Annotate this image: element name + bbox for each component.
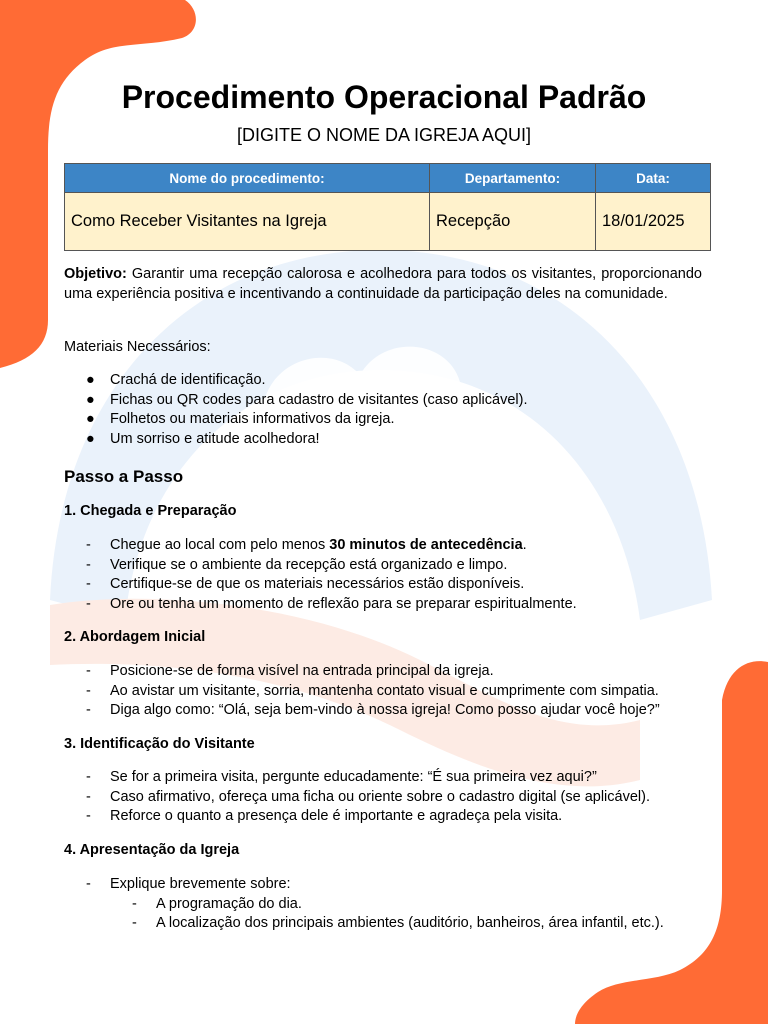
step-3-title: 3. Identificação do Visitante xyxy=(64,736,255,752)
list-item: - Reforce o quanto a presença dele é importante e agradeça pela visita. xyxy=(64,807,724,827)
header-department: Departamento: xyxy=(430,164,596,193)
list-item: - Caso afirmativo, ofereça uma ficha ou oriente sobre o cadastro digital (se aplicável). xyxy=(64,788,724,808)
procedure-info-table xyxy=(64,163,711,251)
list-item: - Se for a primeira visita, pergunte educadamente: “É sua primeira vez aqui?” xyxy=(64,768,724,788)
table-row xyxy=(65,193,711,251)
dash-marker: - xyxy=(86,576,91,592)
dash-marker: - xyxy=(86,682,91,699)
step-1-title: 1. Chegada e Preparação xyxy=(64,503,237,519)
steps-heading: Passo a Passo xyxy=(64,467,184,486)
materials-list xyxy=(64,371,704,449)
bullet-icon: ● xyxy=(86,430,95,447)
table-header-row xyxy=(65,164,711,193)
date-value: 18/01/2025 xyxy=(596,193,711,251)
list-item: ● Crachá de identificação. xyxy=(64,371,704,391)
step-2-list xyxy=(64,662,724,721)
objective-label: Objetivo: xyxy=(64,266,127,282)
list-item: ● Fichas ou QR codes para cadastro de visitantes (caso aplicável). xyxy=(64,391,704,411)
dash-marker: - xyxy=(86,663,91,679)
dash-marker: - xyxy=(86,537,91,553)
dash-marker: - xyxy=(86,702,91,718)
dash-marker: - xyxy=(86,808,91,824)
dash-marker: - xyxy=(86,876,91,892)
list-item: - Ore ou tenha um momento de reflexão para se preparar espiritualmente. xyxy=(64,595,724,615)
step-4-title: 4. Apresentação da Igreja xyxy=(64,842,240,858)
dash-marker: - xyxy=(86,556,91,573)
step-1-list xyxy=(64,536,724,614)
department-value: Recepção xyxy=(430,193,596,251)
objective-text: Garantir uma recepção calorosa e acolhedora para todos os visitantes, proporcionando uma experiência positiva e incentivando a continuidade da participação deles na comunidade. xyxy=(64,266,702,302)
procedure-name-value: Como Receber Visitantes na Igreja xyxy=(65,193,430,251)
bullet-icon: ● xyxy=(86,372,95,388)
bullet-icon: ● xyxy=(86,411,95,427)
list-item: - Certifique-se de que os materiais necessários estão disponíveis. xyxy=(64,575,724,595)
step-4-list xyxy=(64,875,724,934)
list-item: - Explique brevemente sobre: xyxy=(64,875,724,895)
church-name-placeholder: [DIGITE O NOME DA IGREJA AQUI] xyxy=(236,125,532,145)
materials-heading: Materiais Necessários: xyxy=(64,339,211,355)
list-item: - Posicione-se de forma visível na entrada principal da igreja. xyxy=(64,662,724,682)
dash-marker: - xyxy=(132,895,137,912)
step-2-title: 2. Abordagem Inicial xyxy=(64,629,206,645)
header-procedure-name: Nome do procedimento: xyxy=(65,164,430,193)
list-item: ● Folhetos ou materiais informativos da igreja. xyxy=(64,410,704,430)
list-item: ● Um sorriso e atitude acolhedora! xyxy=(64,430,704,450)
list-item: - A programação do dia. xyxy=(64,895,724,915)
step-3-list xyxy=(64,768,724,827)
page-title: Procedimento Operacional Padrão xyxy=(121,79,647,115)
list-item: - Verifique se o ambiente da recepção está organizado e limpo. xyxy=(64,556,724,576)
list-item: - Diga algo como: “Olá, seja bem-vindo à nossa igreja! Como posso ajudar você hoje?” xyxy=(64,701,724,721)
dash-marker: - xyxy=(86,769,91,785)
header-date: Data: xyxy=(596,164,711,193)
bullet-icon: ● xyxy=(86,391,95,408)
dash-marker: - xyxy=(86,595,91,612)
dash-marker: - xyxy=(132,915,137,931)
objective-paragraph xyxy=(64,265,702,304)
dash-marker: - xyxy=(86,788,91,805)
list-item: - A localização dos principais ambientes (auditório, banheiros, área infantil, etc.). xyxy=(64,914,724,934)
list-item: - Ao avistar um visitante, sorria, mantenha contato visual e cumprimente com simpatia. xyxy=(64,682,724,702)
list-item: - Chegue ao local com pelo menos 30 minutos de antecedência. xyxy=(64,536,724,556)
